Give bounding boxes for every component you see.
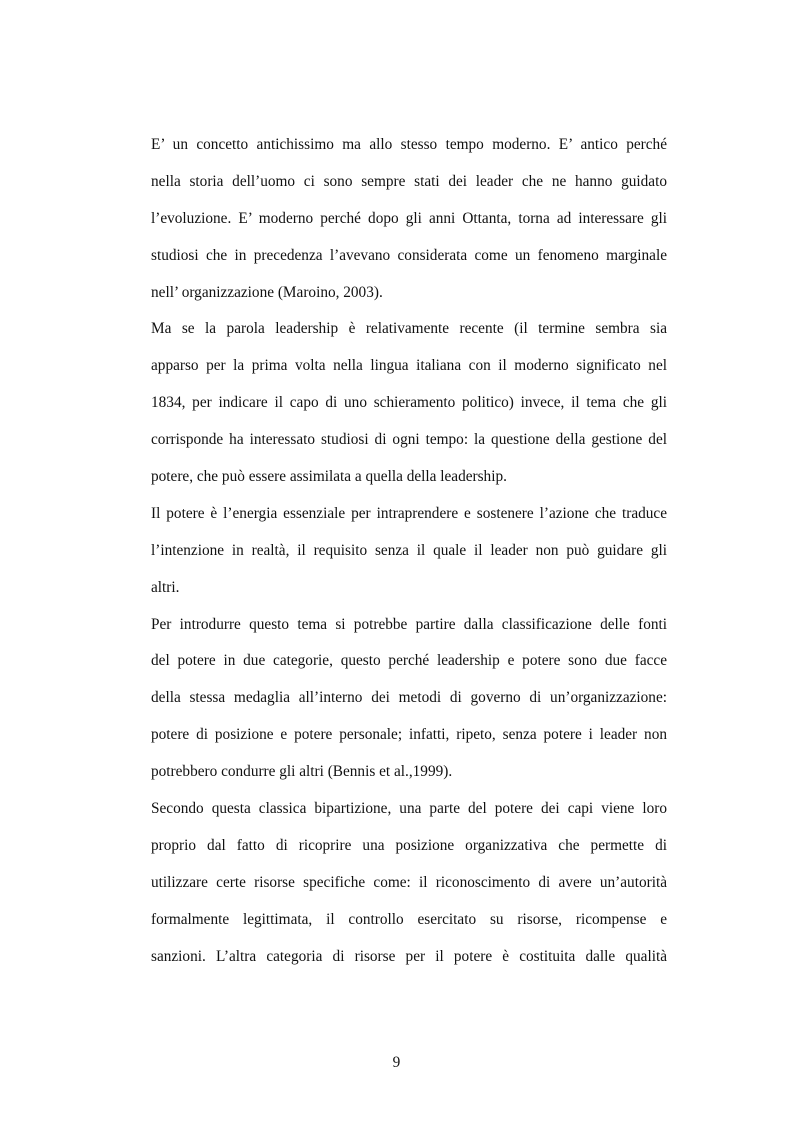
- text-line: Il potere è l’energia essenziale per intraprendere e sostenere l’azione che traduce: [151, 504, 667, 522]
- text-line: potrebbero condurre gli altri (Bennis et al.,1999).: [151, 763, 453, 781]
- text-line: altri.: [151, 578, 180, 596]
- text-line: Per introdurre questo tema si potrebbe partire dalla classificazione delle fonti: [151, 615, 667, 633]
- text-line: formalmente legittimata, il controllo esercitato su risorse, ricompense e: [151, 910, 667, 928]
- text-line: del potere in due categorie, questo perché leadership e potere sono due facce: [151, 652, 667, 670]
- text-line: nella storia dell’uomo ci sono sempre stati dei leader che ne hanno guidato: [151, 172, 667, 190]
- body-text: [151, 127, 667, 975]
- text-line: l’intenzione in realtà, il requisito senza il quale il leader non può guidare gli: [151, 541, 667, 559]
- text-line: utilizzare certe risorse specifiche come: il riconoscimento di avere un’autorità: [151, 873, 667, 891]
- text-line: l’evoluzione. E’ moderno perché dopo gli anni Ottanta, torna ad interessare gli: [151, 209, 667, 227]
- text-line: corrisponde ha interessato studiosi di ogni tempo: la questione della gestione del: [151, 431, 667, 449]
- text-line: 1834, per indicare il capo di uno schieramento politico) invece, il tema che gli: [151, 394, 667, 412]
- page-number: 9: [392, 1054, 401, 1071]
- text-line: apparso per la prima volta nella lingua italiana con il moderno significato nel: [151, 357, 667, 375]
- text-line: proprio dal fatto di ricoprire una posizione organizzativa che permette di: [151, 836, 667, 854]
- text-line: E’ un concetto antichissimo ma allo stesso tempo moderno. E’ antico perché: [151, 136, 667, 153]
- text-line: potere di posizione e potere personale; infatti, ripeto, senza potere i leader non: [151, 726, 667, 744]
- text-line: studiosi che in precedenza l’avevano considerata come un fenomeno marginale: [151, 246, 667, 264]
- text-line: potere, che può essere assimilata a quella della leadership.: [151, 468, 507, 486]
- text-line: Secondo questa classica bipartizione, una parte del potere dei capi viene loro: [151, 800, 667, 818]
- text-line: sanzioni. L’altra categoria di risorse per il potere è costituita dalle qualità: [151, 947, 667, 965]
- text-line: Ma se la parola leadership è relativamente recente (il termine sembra sia: [151, 320, 667, 338]
- text-line: nell’ organizzazione (Maroino, 2003).: [151, 283, 383, 301]
- text-line: della stessa medaglia all’interno dei metodi di governo di un’organizzazione:: [151, 689, 667, 707]
